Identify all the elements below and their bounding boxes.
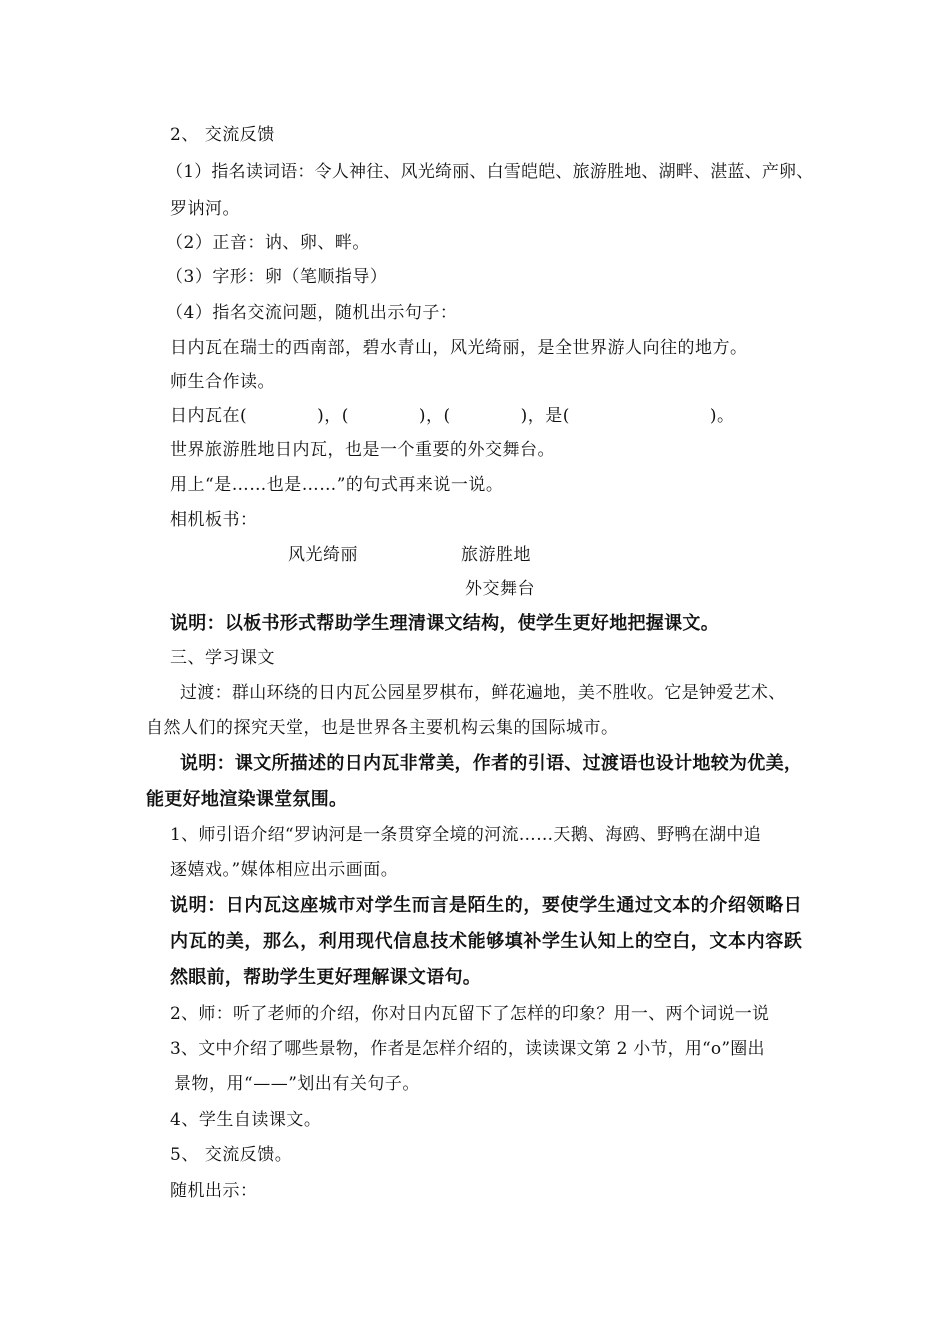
section-heading-study-text: 三、学习课文 bbox=[170, 648, 275, 668]
paragraph-line: 自然人们的探究天堂，也是世界各主要机构云集的国际城市。 bbox=[146, 718, 619, 738]
quoted-sentence: 日内瓦在瑞士的西南部，碧水青山，风光绮丽，是全世界游人向往的地方。 bbox=[170, 338, 748, 358]
bold-note: 能更好地渲染课堂氛围。 bbox=[146, 789, 348, 810]
paragraph-line: （3）字形：卵（笔顺指导） bbox=[166, 267, 388, 287]
paragraph-line: 3、文中介绍了哪些景物，作者是怎样介绍的，读读课文第 2 小节，用“o”圈出 bbox=[170, 1039, 765, 1059]
paragraph-line: 景物，用“——”划出有关句子。 bbox=[174, 1074, 420, 1094]
blackboard-term: 外交舞台 bbox=[465, 579, 535, 599]
section-heading-exchange-feedback: 2、 交流反馈 bbox=[170, 125, 275, 145]
blackboard-term: 旅游胜地 bbox=[461, 545, 531, 565]
paragraph-line: 随机出示： bbox=[170, 1181, 258, 1201]
blackboard-term: 风光绮丽 bbox=[288, 545, 358, 565]
bold-note: 说明：日内瓦这座城市对学生而言是陌生的，要使学生通过文本的介绍领略日 bbox=[170, 895, 803, 916]
paragraph-line: 2、师：听了老师的介绍，你对日内瓦留下了怎样的印象？用一、两个词说一说 bbox=[170, 1004, 770, 1024]
paragraph-line: （4）指名交流问题，随机出示句子： bbox=[166, 303, 458, 323]
bold-note: 然眼前，帮助学生更好理解课文语句。 bbox=[170, 967, 482, 988]
paragraph-line: 1、师引语介绍“罗讷河是一条贯穿全境的河流……天鹅、海鸥、野鸭在湖中追 bbox=[170, 825, 762, 845]
bold-note: 说明：课文所描述的日内瓦非常美，作者的引语、过渡语也设计地较为优美， bbox=[180, 753, 803, 774]
paragraph-line: 用上“是……也是……”的句式再来说一说。 bbox=[170, 475, 504, 495]
bold-note: 说明：以板书形式帮助学生理清课文结构，使学生更好地把握课文。 bbox=[170, 613, 719, 634]
quoted-sentence: 世界旅游胜地日内瓦，也是一个重要的外交舞台。 bbox=[170, 440, 555, 460]
paragraph-line: 4、学生自读课文。 bbox=[170, 1110, 322, 1130]
paragraph-line: 过渡：群山环绕的日内瓦公园星罗棋布，鲜花遍地，美不胜收。它是钟爱艺术、 bbox=[180, 683, 786, 703]
bold-note: 内瓦的美，那么，利用现代信息技术能够填补学生认知上的空白，文本内容跃 bbox=[170, 931, 803, 952]
paragraph-line: （1）指名读词语：令人神往、风光绮丽、白雪皑皑、旅游胜地、湖畔、湛蓝、产卵、 bbox=[166, 162, 814, 182]
paragraph-line: 罗讷河。 bbox=[170, 199, 240, 219]
paragraph-line: 师生合作读。 bbox=[170, 372, 275, 392]
paragraph-line: 相机板书： bbox=[170, 510, 258, 530]
paragraph-line: （2）正音：讷、卵、畔。 bbox=[166, 233, 370, 253]
paragraph-line: 逐嬉戏。”媒体相应出示画面。 bbox=[170, 860, 399, 880]
fill-in-blank-sentence: 日内瓦在( )，( )，( )，是( )。 bbox=[170, 406, 735, 426]
paragraph-line: 5、 交流反馈。 bbox=[170, 1145, 293, 1165]
